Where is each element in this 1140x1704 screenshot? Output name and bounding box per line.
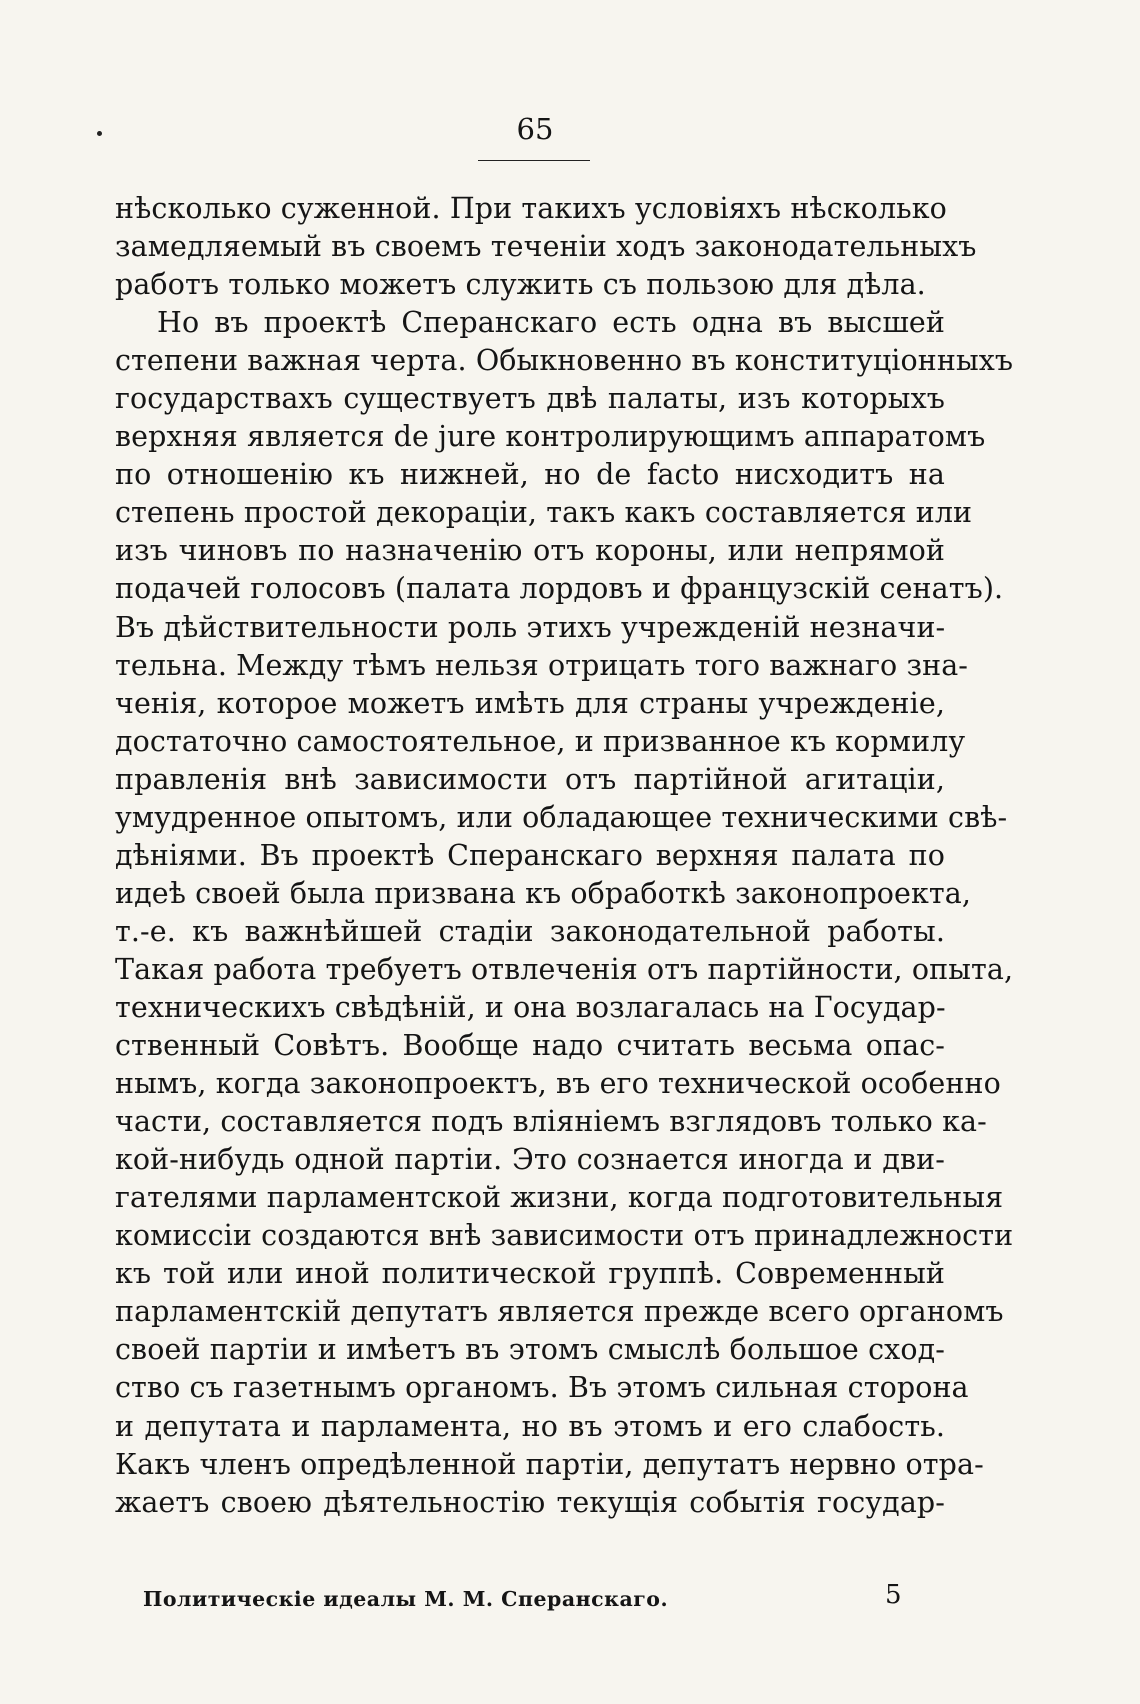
text-line: правленiя внѣ зависимости отъ партiйной агитацiи,	[115, 762, 945, 796]
text-line: степень простой декорацiи, такъ какъ составляется или	[115, 496, 973, 530]
text-line: нѣсколько суженной. При такихъ условiяхъ нѣсколько	[115, 192, 947, 225]
text-line: по отношенiю къ нижней, но de facto нисходитъ на	[115, 458, 945, 492]
text-line: подачей голосовъ (палата лордовъ и французскiй сенатъ).	[115, 572, 1004, 606]
text-line: ченiя, которое можетъ имѣть для страны учрежденiе,	[115, 686, 945, 720]
text-line: замедляемый въ своемъ теченiи ходъ законодательныхъ	[115, 230, 977, 264]
footer-book-title: Политическiе идеалы М. М. Сперанскаго.	[143, 1587, 669, 1611]
text-line: верхняя является de jure контролирующимъ аппаратомъ	[115, 420, 986, 454]
text-line: Но въ проектѣ Сперанскаго есть одна въ высшей	[157, 306, 945, 340]
text-line: достаточно самостоятельное, и призванное къ кормилу	[115, 724, 966, 758]
signature-mark: 5	[885, 1580, 902, 1610]
text-line: степени важная черта. Обыкновенно въ конституцiонныхъ	[115, 344, 1014, 378]
text-line: умудренное опытомъ, или обладающее техническими свѣ-	[115, 800, 1008, 834]
page-number-rule	[478, 160, 590, 161]
text-line: жаетъ своею дѣятельностiю текущiя событiя государ-	[115, 1485, 945, 1519]
text-line: тельна. Между тѣмъ нельзя отрицать того важнаго зна-	[115, 648, 969, 682]
text-line: своей партiи и имѣетъ въ этомъ смыслѣ большое сход-	[115, 1333, 945, 1367]
text-line: парламентскiй депутатъ является прежде всего органомъ	[115, 1295, 1004, 1329]
text-line: къ той или иной политической группѣ. Современный	[115, 1257, 945, 1291]
text-line: комиссiи создаются внѣ зависимости отъ принадлежности	[115, 1219, 1014, 1253]
margin-dot-mark	[97, 131, 102, 136]
text-line: работъ только можетъ служить съ пользою для дѣла.	[115, 268, 926, 302]
text-line: Такая работа требуетъ отвлеченiя отъ партiйности, опыта,	[115, 952, 1014, 986]
text-line: части, составляется подъ влiянiемъ взглядовъ только ка-	[115, 1105, 987, 1139]
text-line: кой-нибудь одной партiи. Это сознается иногда и дви-	[115, 1143, 945, 1177]
text-line: техническихъ свѣдѣнiй, и она возлагалась на Государ-	[115, 990, 946, 1024]
text-line: государствахъ существуетъ двѣ палаты, изъ которыхъ	[115, 382, 945, 416]
text-line: идеѣ своей была призвана къ обработкѣ законопроекта,	[115, 876, 972, 910]
text-line: изъ чиновъ по назначенiю отъ короны, или непрямой	[115, 534, 945, 568]
text-line: гателями парламентской жизни, когда подготовительныя	[115, 1181, 1004, 1215]
text-line: т.-е. къ важнѣйшей стадiи законодательной работы.	[115, 914, 945, 948]
text-line: нымъ, когда законопроектъ, въ его технической особенно	[115, 1067, 1001, 1101]
page-number: 65	[516, 112, 554, 146]
body-text	[115, 190, 1014, 1522]
text-line: и депутата и парламента, но въ этомъ и его слабость.	[115, 1409, 945, 1443]
text-line: ственный Совѣтъ. Вообще надо считать весьма опас-	[115, 1029, 945, 1063]
text-line: Въ дѣйствительности роль этихъ учрежденiй незначи-	[115, 610, 946, 644]
text-line: Какъ членъ опредѣленной партiи, депутатъ нервно отра-	[115, 1447, 984, 1481]
text-line: дѣнiями. Въ проектѣ Сперанскаго верхняя палата по	[115, 838, 945, 872]
text-line: ство съ газетнымъ органомъ. Въ этомъ сильная сторона	[115, 1371, 969, 1405]
